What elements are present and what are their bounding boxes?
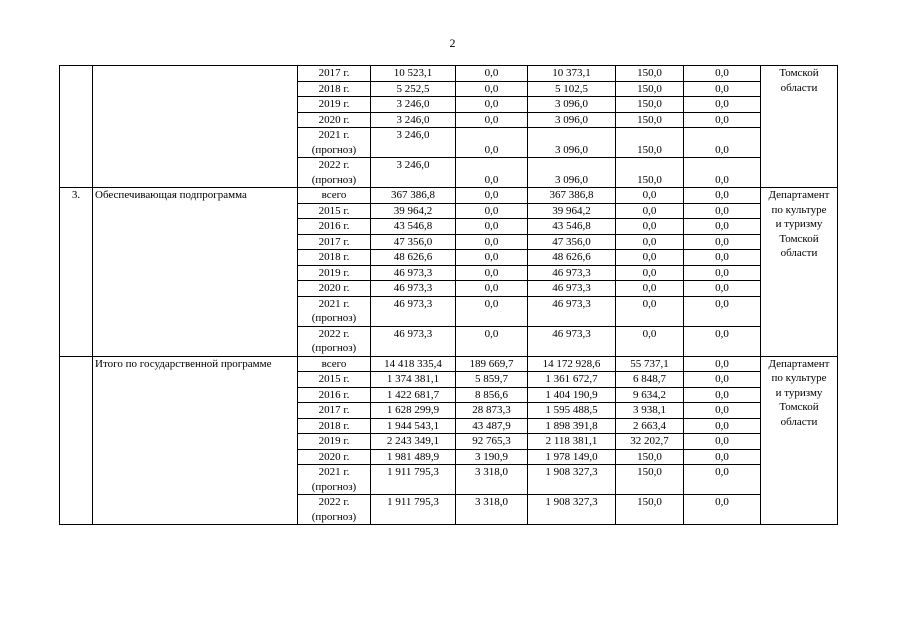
value-loc: 0,0 [616, 250, 684, 266]
year-label: 2015 г. [318, 373, 350, 385]
year-cell [298, 296, 371, 326]
value-other: 0,0 [684, 219, 761, 235]
year-label: 2021 г. [318, 297, 350, 310]
value-loc: 32 202,7 [616, 434, 684, 450]
section-number [60, 66, 93, 188]
section-number [60, 356, 93, 525]
value-fed: 0,0 [456, 265, 528, 281]
value-fed: 8 856,6 [456, 387, 528, 403]
value-total: 46 973,3 [371, 296, 456, 326]
year-label: 2017 г. [318, 235, 350, 248]
value-loc: 55 737,1 [616, 356, 684, 372]
value-other: 0,0 [684, 250, 761, 266]
value-other: 0,0 [684, 66, 761, 82]
budget-table [59, 65, 838, 525]
forecast-note: (прогноз) [311, 173, 357, 186]
forecast-note: (прогноз) [311, 480, 357, 493]
value-other: 0,0 [684, 265, 761, 281]
value-other: 0,0 [684, 112, 761, 128]
year-label: 2016 г. [318, 388, 350, 401]
value-reg: 1 595 488,5 [528, 403, 616, 419]
year-label: 2018 г. [318, 82, 350, 95]
value-other: 0,0 [684, 434, 761, 450]
value-fed: 3 318,0 [456, 495, 528, 525]
year-cell [298, 219, 371, 235]
value-reg: 1 908 327,3 [528, 495, 616, 525]
year-label: 2017 г. [318, 67, 350, 79]
value-total: 48 626,6 [371, 250, 456, 266]
year-label: 2016 г. [318, 220, 350, 232]
value-other: 0,0 [684, 495, 761, 525]
value-reg: 39 964,2 [528, 203, 616, 219]
value-reg: 46 973,3 [528, 281, 616, 297]
table-row [60, 66, 838, 82]
value-total: 10 523,1 [371, 66, 456, 82]
value-fed: 0,0 [456, 81, 528, 97]
year-label: 2022 г. [318, 327, 350, 340]
value-other: 0,0 [684, 281, 761, 297]
value-total: 14 418 335,4 [371, 356, 456, 372]
value-other: 0,0 [684, 296, 761, 326]
value-loc: 0,0 [616, 234, 684, 250]
budget-table-body [60, 66, 838, 525]
year-cell [298, 66, 371, 82]
value-fed: 0,0 [456, 188, 528, 204]
value-fed: 0,0 [456, 203, 528, 219]
value-fed: 5 859,7 [456, 372, 528, 388]
year-cell [298, 449, 371, 465]
value-loc: 0,0 [616, 188, 684, 204]
value-fed: 3 318,0 [456, 465, 528, 495]
value-reg: 5 102,5 [528, 81, 616, 97]
value-other: 0,0 [684, 158, 761, 188]
year-cell [298, 265, 371, 281]
value-total: 46 973,3 [371, 265, 456, 281]
year-label: 2018 г. [318, 251, 350, 263]
table-row [60, 188, 838, 204]
value-loc: 0,0 [616, 219, 684, 235]
department-line: области [780, 81, 818, 94]
value-loc: 0,0 [616, 326, 684, 356]
value-other: 0,0 [684, 387, 761, 403]
value-other: 0,0 [684, 203, 761, 219]
year-cell [298, 495, 371, 525]
value-loc: 150,0 [616, 81, 684, 97]
value-loc: 150,0 [616, 495, 684, 525]
year-label: 2020 г. [318, 113, 350, 126]
value-reg: 46 973,3 [528, 326, 616, 356]
value-reg: 1 908 327,3 [528, 465, 616, 495]
year-label: 2017 г. [318, 404, 350, 416]
value-fed: 0,0 [456, 234, 528, 250]
value-other: 0,0 [684, 234, 761, 250]
value-fed: 0,0 [456, 219, 528, 235]
value-fed: 0,0 [456, 128, 528, 158]
value-total: 2 243 349,1 [371, 434, 456, 450]
year-label: всего [321, 357, 347, 370]
department-cell [761, 188, 838, 357]
department-line: Томской [779, 401, 819, 413]
value-total: 3 246,0 [371, 128, 456, 158]
value-reg: 3 096,0 [528, 158, 616, 188]
value-total: 3 246,0 [371, 112, 456, 128]
year-cell [298, 234, 371, 250]
year-label: 2021 г. [318, 129, 350, 141]
forecast-note: (прогноз) [311, 143, 357, 156]
department-cell [761, 66, 838, 188]
department-line: и туризму [775, 386, 823, 399]
value-fed: 0,0 [456, 158, 528, 188]
value-loc: 9 634,2 [616, 387, 684, 403]
year-cell [298, 326, 371, 356]
value-total: 1 981 489,9 [371, 449, 456, 465]
department-line: Департамент [768, 189, 830, 201]
value-other: 0,0 [684, 403, 761, 419]
year-cell [298, 372, 371, 388]
value-reg: 46 973,3 [528, 265, 616, 281]
value-loc: 150,0 [616, 449, 684, 465]
value-loc: 2 663,4 [616, 418, 684, 434]
value-fed: 0,0 [456, 112, 528, 128]
year-label: 2022 г. [318, 159, 350, 171]
value-total: 3 246,0 [371, 97, 456, 113]
section-name [93, 66, 298, 188]
department-line: по культуре [771, 203, 827, 216]
value-reg: 3 096,0 [528, 97, 616, 113]
year-cell [298, 112, 371, 128]
value-other: 0,0 [684, 128, 761, 158]
value-reg: 2 118 381,1 [528, 434, 616, 450]
year-label: 2020 г. [318, 450, 350, 463]
value-fed: 0,0 [456, 66, 528, 82]
year-cell [298, 281, 371, 297]
value-reg: 367 386,8 [528, 188, 616, 204]
value-reg: 1 404 190,9 [528, 387, 616, 403]
value-total: 1 911 795,3 [371, 495, 456, 525]
year-cell [298, 203, 371, 219]
department-line: и туризму [775, 218, 823, 230]
value-total: 1 628 299,9 [371, 403, 456, 419]
year-label: 2019 г. [318, 435, 350, 447]
year-cell [298, 418, 371, 434]
value-loc: 150,0 [616, 128, 684, 158]
value-total: 39 964,2 [371, 203, 456, 219]
value-total: 46 973,3 [371, 326, 456, 356]
table-row [60, 356, 838, 372]
section-name: Итого по государственной программе [93, 356, 298, 525]
value-reg: 1 361 672,7 [528, 372, 616, 388]
value-fed: 0,0 [456, 281, 528, 297]
value-reg: 3 096,0 [528, 112, 616, 128]
department-line: по культуре [771, 372, 827, 384]
year-label: 2019 г. [318, 266, 350, 279]
forecast-note: (прогноз) [311, 342, 357, 354]
value-fed: 0,0 [456, 97, 528, 113]
value-fed: 92 765,3 [456, 434, 528, 450]
value-reg: 1 898 391,8 [528, 418, 616, 434]
value-loc: 150,0 [616, 66, 684, 82]
year-cell [298, 434, 371, 450]
forecast-note: (прогноз) [311, 312, 357, 324]
year-label: всего [321, 189, 347, 201]
value-reg: 46 973,3 [528, 296, 616, 326]
year-cell [298, 97, 371, 113]
department-line: Томской [779, 232, 819, 245]
department-line: области [780, 247, 818, 259]
value-reg: 47 356,0 [528, 234, 616, 250]
value-reg: 10 373,1 [528, 66, 616, 82]
value-total: 43 546,8 [371, 219, 456, 235]
value-fed: 3 190,9 [456, 449, 528, 465]
value-reg: 3 096,0 [528, 128, 616, 158]
value-total: 1 911 795,3 [371, 465, 456, 495]
value-loc: 0,0 [616, 296, 684, 326]
value-loc: 0,0 [616, 281, 684, 297]
value-fed: 0,0 [456, 296, 528, 326]
value-other: 0,0 [684, 465, 761, 495]
value-loc: 3 938,1 [616, 403, 684, 419]
value-other: 0,0 [684, 372, 761, 388]
value-total: 3 246,0 [371, 158, 456, 188]
year-cell [298, 128, 371, 158]
page-number: 2 [449, 36, 456, 50]
year-cell [298, 250, 371, 266]
value-loc: 150,0 [616, 465, 684, 495]
year-label: 2018 г. [318, 419, 350, 432]
value-loc: 6 848,7 [616, 372, 684, 388]
year-cell [298, 158, 371, 188]
year-cell [298, 465, 371, 495]
value-total: 367 386,8 [371, 188, 456, 204]
value-other: 0,0 [684, 326, 761, 356]
year-cell [298, 81, 371, 97]
value-fed: 28 873,3 [456, 403, 528, 419]
forecast-note: (прогноз) [311, 510, 357, 523]
value-fed: 189 669,7 [456, 356, 528, 372]
year-label: 2021 г. [318, 466, 350, 478]
value-reg: 48 626,6 [528, 250, 616, 266]
value-total: 46 973,3 [371, 281, 456, 297]
year-label: 2019 г. [318, 98, 350, 110]
value-other: 0,0 [684, 418, 761, 434]
value-loc: 0,0 [616, 203, 684, 219]
value-other: 0,0 [684, 356, 761, 372]
value-total: 5 252,5 [371, 81, 456, 97]
value-loc: 150,0 [616, 112, 684, 128]
value-reg: 43 546,8 [528, 219, 616, 235]
value-other: 0,0 [684, 81, 761, 97]
value-total: 47 356,0 [371, 234, 456, 250]
year-label: 2020 г. [318, 282, 350, 294]
value-other: 0,0 [684, 97, 761, 113]
year-label: 2022 г. [318, 496, 350, 508]
value-loc: 150,0 [616, 97, 684, 113]
value-fed: 0,0 [456, 326, 528, 356]
value-loc: 0,0 [616, 265, 684, 281]
value-fed: 0,0 [456, 250, 528, 266]
value-total: 1 422 681,7 [371, 387, 456, 403]
department-line: области [780, 415, 818, 428]
year-cell [298, 403, 371, 419]
value-fed: 43 487,9 [456, 418, 528, 434]
year-cell [298, 188, 371, 204]
value-reg: 1 978 149,0 [528, 449, 616, 465]
year-cell [298, 387, 371, 403]
value-total: 1 374 381,1 [371, 372, 456, 388]
section-number: 3. [60, 188, 93, 357]
value-loc: 150,0 [616, 158, 684, 188]
department-line: Томской [779, 67, 819, 79]
department-line: Департамент [768, 357, 830, 370]
department-cell [761, 356, 838, 525]
value-other: 0,0 [684, 188, 761, 204]
year-cell [298, 356, 371, 372]
value-reg: 14 172 928,6 [528, 356, 616, 372]
section-name: Обеспечивающая подпрограмма [93, 188, 298, 357]
value-total: 1 944 543,1 [371, 418, 456, 434]
value-other: 0,0 [684, 449, 761, 465]
year-label: 2015 г. [318, 204, 350, 217]
